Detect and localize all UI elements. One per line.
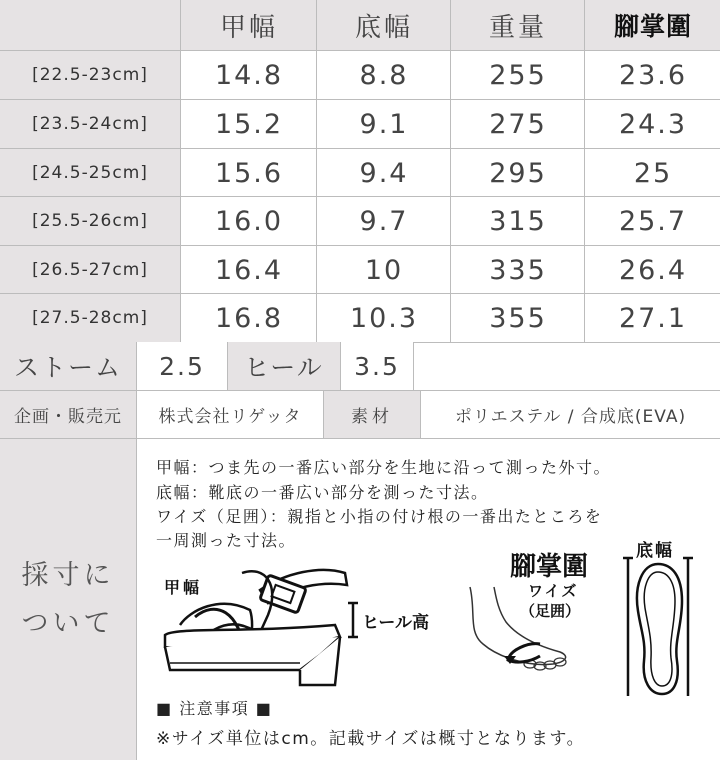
illus-ball-title: 腳掌圍	[510, 552, 589, 582]
table-cell: 16.4	[214, 254, 284, 286]
note-sole: 底幅：靴底の一番広い部分を測った寸法。	[156, 483, 489, 502]
header-weight: 重量	[488, 12, 547, 43]
caution-text: ※サイズ単位はcm。記載サイズは概寸となります。	[156, 729, 586, 749]
table-cell: 23.6	[618, 59, 688, 91]
illus-sole-label: 底幅	[636, 541, 674, 561]
table-cell: 25.7	[618, 205, 688, 237]
sandal-illustration	[150, 555, 360, 695]
measure-side-label-line2: ついて	[21, 607, 115, 639]
table-cell: 275	[489, 108, 547, 140]
storm-value: 2.5	[137, 342, 227, 390]
table-cell: 355	[489, 302, 547, 334]
size-label: [24.5-25cm]	[32, 163, 148, 183]
header-ball-girth: 腳掌圍	[613, 12, 692, 41]
illus-girth-label: （足囲）	[520, 602, 581, 620]
note-wise-cont: 一周測った寸法。	[156, 531, 297, 550]
foot-illustration	[458, 582, 581, 682]
illus-instep-label: 甲幅	[164, 578, 203, 597]
material-value: ポリエステル / 合成底(EVA)	[421, 391, 720, 438]
heel-value: 3.5	[341, 342, 413, 390]
table-cell: 295	[489, 157, 547, 189]
table-cell: 15.6	[214, 157, 284, 189]
illus-wise-label: ワイズ	[528, 582, 579, 600]
table-cell: 255	[489, 59, 547, 91]
table-cell: 8.8	[359, 59, 409, 91]
sole-illustration	[622, 556, 694, 700]
size-label: [27.5-28cm]	[32, 308, 148, 328]
table-cell: 25	[633, 157, 673, 189]
maker-value: 株式会社リゲッタ	[137, 391, 323, 438]
note-wise: ワイズ（足囲）：親指と小指の付け根の一番出たところを	[156, 507, 603, 526]
table-cell: 26.4	[618, 254, 688, 286]
table-cell: 16.8	[214, 302, 284, 334]
size-label: [26.5-27cm]	[32, 260, 148, 280]
table-cell: 16.0	[214, 205, 284, 237]
note-instep: 甲幅：つま先の一番広い部分を生地に沿って測った外寸。	[156, 458, 612, 477]
heel-label: ヒール	[228, 342, 340, 390]
size-label: [25.5-26cm]	[32, 211, 148, 231]
table-cell: 9.4	[359, 157, 409, 189]
table-cell: 27.1	[618, 302, 688, 334]
size-label: [22.5-23cm]	[32, 65, 148, 85]
table-cell: 315	[489, 205, 547, 237]
header-instep-width: 甲幅	[219, 12, 278, 43]
storm-label: ストーム	[0, 342, 136, 390]
header-sole-width: 底幅	[354, 12, 413, 43]
maker-label: 企画・販売元	[0, 391, 136, 438]
table-cell: 9.7	[359, 205, 409, 237]
table-cell: 10	[364, 254, 404, 286]
table-cell: 9.1	[359, 108, 409, 140]
illus-heel-label: ヒール高	[362, 613, 429, 633]
table-cell: 14.8	[214, 59, 284, 91]
table-cell: 24.3	[618, 108, 688, 140]
table-cell: 335	[489, 254, 547, 286]
table-cell: 15.2	[214, 108, 284, 140]
caution-title: ■ 注意事項 ■	[156, 699, 273, 718]
size-label: [23.5-24cm]	[32, 114, 148, 134]
material-label: 素材	[324, 391, 420, 438]
table-cell: 10.3	[349, 302, 419, 334]
measure-side-label-line1: 採寸に	[21, 559, 115, 591]
measure-side-label	[0, 439, 136, 760]
